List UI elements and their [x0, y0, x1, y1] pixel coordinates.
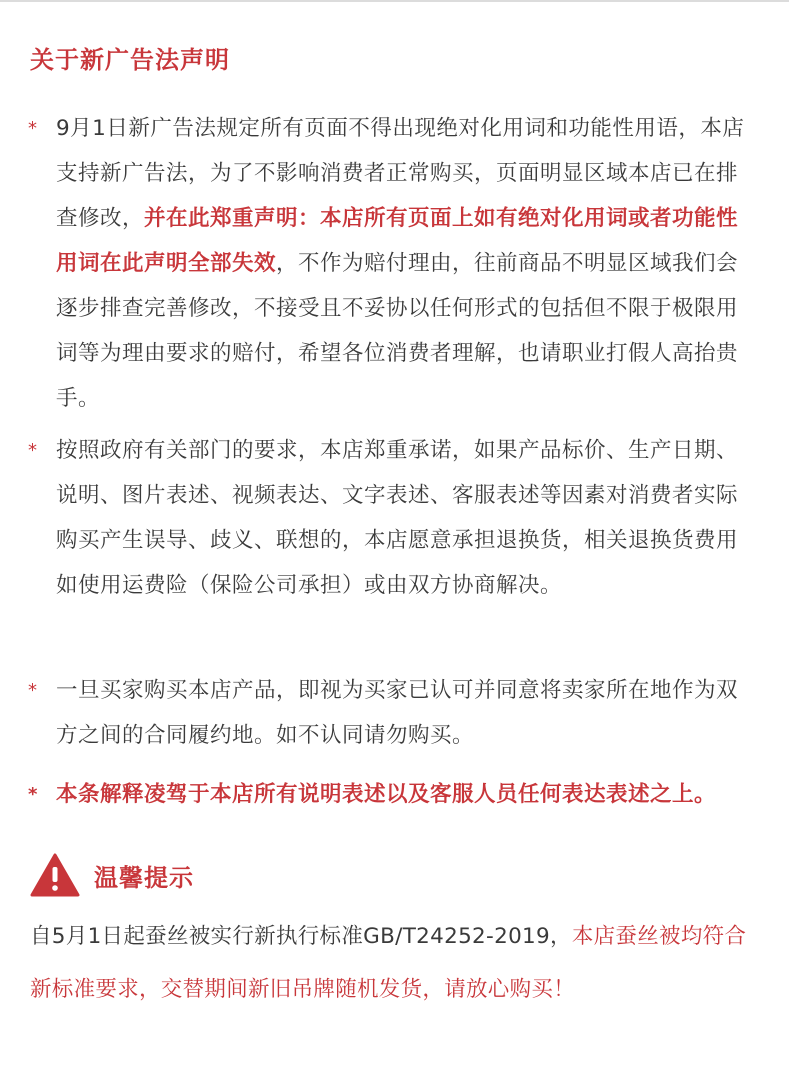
bullet-star-icon: * [28, 440, 38, 461]
clause-1-text-b: ，不作为赔付理由，往前商品不明显区域我们会逐步排查完善修改，不接受且不妥协以任何形式的包括但不限于极限用词等为理由要求的赔付，希望各位消费者理解，也请职业打假人高抬贵手。 [56, 251, 739, 411]
page-title: 关于新广告法声明 [30, 46, 230, 74]
clause-2-text: 按照政府有关部门的要求，本店郑重承诺，如果产品标价、生产日期、说明、图片表述、视频表达、文字表述、客服表述等因素对消费者实际购买产生误导、歧义、联想的，本店愿意承担退换货，相关退换货费用如使用运费险（保险公司承担）或由双方协商解决。 [56, 438, 739, 598]
clause-1 [28, 106, 756, 421]
clause-2 [28, 428, 756, 608]
tips-emphasis: 本店蚕丝被均符合新标准要求，交替期间新旧吊牌随机发货，请放心购买！ [30, 924, 747, 1002]
clause-4-text: 本条解释凌驾于本店所有说明表述以及客服人员任何表达表述之上。 [56, 782, 717, 807]
clause-1-text-a: 9月1日新广告法规定所有页面不得出现绝对化用词和功能性用语，本店支持新广告法，为了不影响消费者正常购买，页面明显区域本店已在排查修改， [56, 116, 745, 231]
bullet-star-icon: * [28, 784, 38, 805]
bullet-star-icon: * [28, 680, 38, 701]
top-divider [0, 0, 789, 2]
clause-4 [28, 772, 786, 817]
tips-title: 温馨提示 [94, 864, 194, 892]
clause-3-text: 一旦买家购买本店产品，即视为买家已认可并同意将卖家所在地作为双方之间的合同履约地。如不认同请勿购买。 [56, 678, 739, 748]
tips-text: 自5月1日起蚕丝被实行新执行标准GB/T24252-2019， [30, 924, 572, 949]
warning-icon [30, 853, 80, 897]
tips-body [30, 910, 760, 1016]
clause-3 [28, 668, 756, 758]
clause-1-emphasis: 并在此郑重声明：本店所有页面上如有绝对化用词或者功能性用词在此声明全部失效 [56, 206, 739, 276]
bullet-star-icon: * [28, 118, 38, 139]
tips-header [30, 850, 430, 900]
